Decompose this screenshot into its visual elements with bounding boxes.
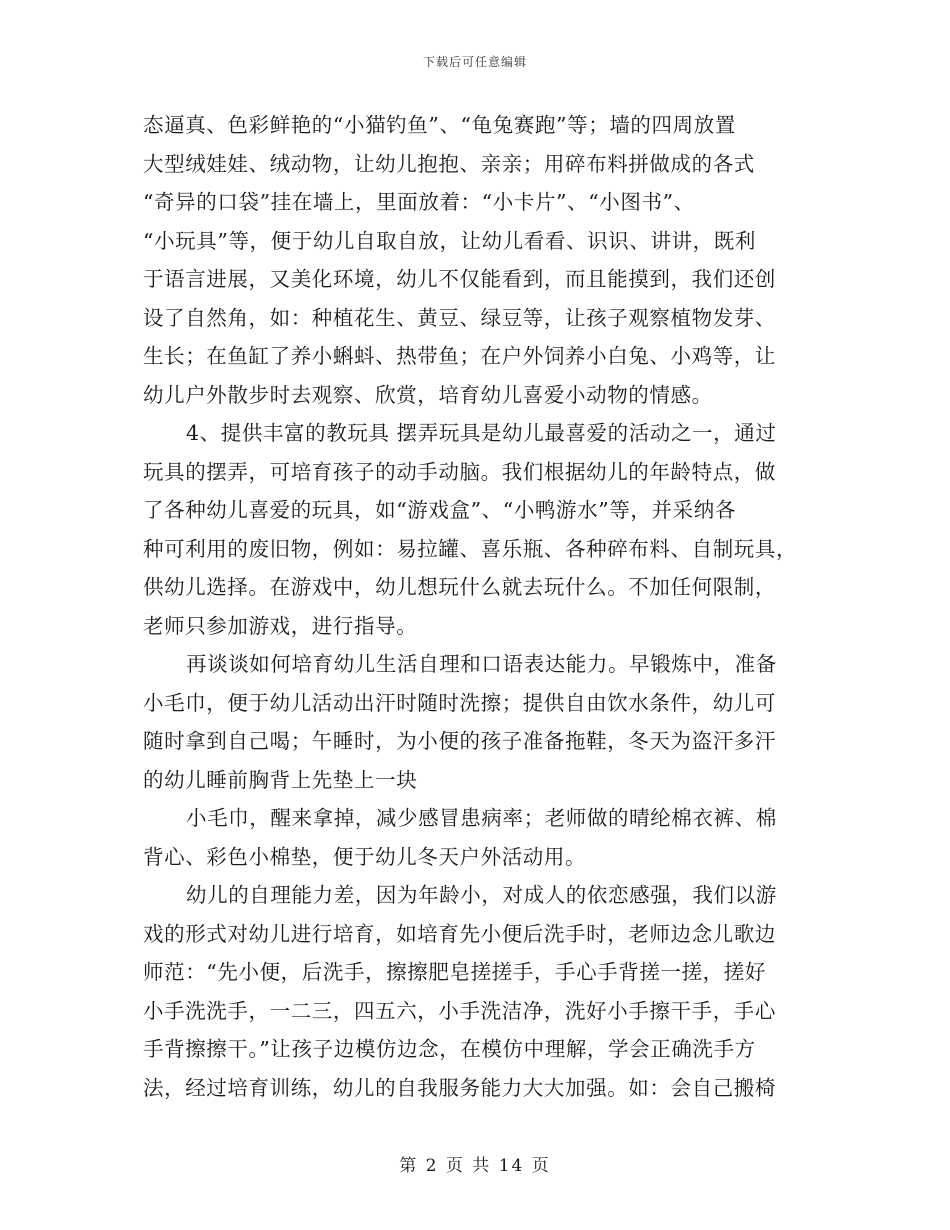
page-number-footer: 第 2 页 共 14 页 bbox=[399, 1156, 551, 1176]
text-line: 手背擦擦干。”让孩子边模仿边念，在模仿中理解，学会正确洗手方 bbox=[143, 1037, 756, 1061]
text-line: 小毛巾，便于幼儿活动出汗时随时洗擦；提供自由饮水条件，幼儿可 bbox=[143, 690, 776, 715]
text-line: 师范：“先小便，后洗手，擦擦肥皂搓搓手，手心手背搓一搓，搓好 bbox=[143, 960, 766, 984]
text-line: “小玩具”等，便于幼儿自取自放，让幼儿看看、识识、讲讲，既利 bbox=[143, 228, 756, 253]
text-line: 种可利用的废旧物，例如：易拉罐、喜乐瓶、各种碎布料、自制玩具， bbox=[143, 536, 798, 561]
text-line: 的幼儿睡前胸背上先垫上一块 bbox=[143, 767, 418, 792]
document-body bbox=[143, 106, 803, 1107]
text-line: 大型绒娃娃、绒动物，让幼儿抱抱、亲亲；用碎布料拼做成的各式 bbox=[143, 151, 755, 176]
text-line: 生长；在鱼缸了养小蝌蚪、热带鱼；在户外饲养小白兔、小鸡等，让 bbox=[143, 344, 776, 368]
text-line: 了各种幼儿喜爱的玩具，如“游戏盒”、“小鸭游水”等，并采纳各 bbox=[143, 498, 736, 522]
text-line: 老师只参加游戏，进行指导。 bbox=[143, 613, 418, 638]
text-line: 随时拿到自己喝；午睡时，为小便的孩子准备拖鞋，冬天为盗汗多汗 bbox=[143, 729, 776, 753]
text-line: 戏的形式对幼儿进行培育，如培育先小便后洗手时，老师边念儿歌边 bbox=[143, 921, 776, 946]
text-line: “奇异的口袋”挂在墙上，里面放着：“小卡片”、“小图书”、 bbox=[143, 190, 695, 214]
text-line: 法，经过培育训练，幼儿的自我服务能力大大加强。如：会自己搬椅 bbox=[143, 1075, 776, 1100]
text-line: 设了自然角，如：种植花生、黄豆、绿豆等，让孩子观察植物发芽、 bbox=[143, 305, 776, 330]
text-line: 4、提供丰富的教玩具 摆弄玩具是幼儿最喜爱的活动之一，通过 bbox=[186, 421, 777, 445]
text-line: 供幼儿选择。在游戏中，幼儿想玩什么就去玩什么。不加任何限制， bbox=[143, 575, 776, 599]
text-line: 背心、彩色小棉垫，便于幼儿冬天户外活动用。 bbox=[143, 844, 587, 869]
text-line: 再谈谈如何培育幼儿生活自理和口语表达能力。早锻炼中，准备 bbox=[186, 652, 777, 676]
text-line: 玩具的摆弄，可培育孩子的动手动脑。我们根据幼儿的年龄特点，做 bbox=[143, 459, 776, 484]
text-line: 态逼真、色彩鲜艳的“小猫钓鱼”、“龟兔赛跑”等；墙的四周放置 bbox=[143, 113, 736, 137]
text-line: 小毛巾，醒来拿掉，减少感冒患病率；老师做的晴纶棉衣裤、棉 bbox=[186, 806, 777, 830]
text-line: 幼儿的自理能力差，因为年龄小，对成人的依恋感强，我们以游 bbox=[186, 883, 777, 907]
text-line: 于语言进展，又美化环境，幼儿不仅能看到，而且能摸到，我们还创 bbox=[143, 267, 776, 291]
page-header: 下载后可任意编辑 bbox=[422, 55, 527, 69]
text-line: 幼儿户外散步时去观察、欣赏，培育幼儿喜爱小动物的情感。 bbox=[143, 382, 713, 407]
text-line: 小手洗洗手，一二三，四五六，小手洗洁净，洗好小手擦干手，手心 bbox=[143, 998, 776, 1023]
